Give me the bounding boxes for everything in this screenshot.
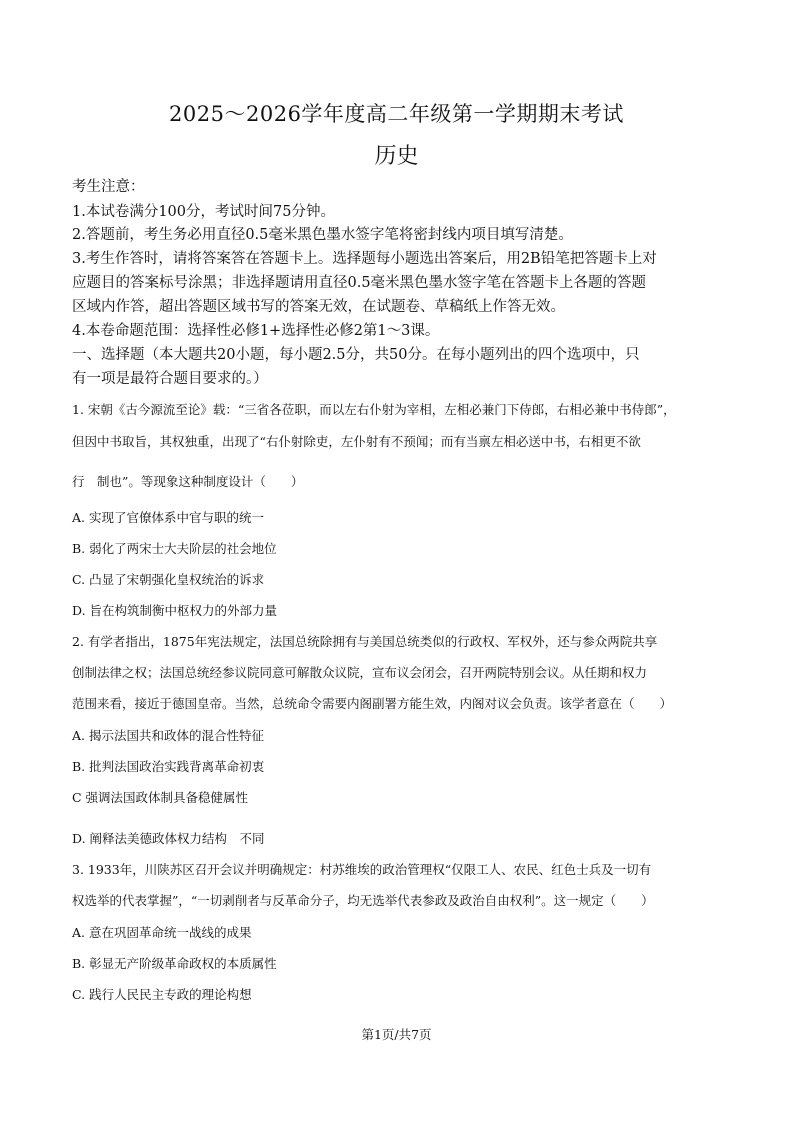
question-1-option-c: C. 凸显了宋朝强化皇权统治的诉求 (72, 572, 265, 587)
question-2-stem: 创制法律之权；法国总统经参议院同意可解散众议院，宣布议会闭会，召开两院特别会议。从任期和权力 (72, 665, 648, 680)
question-3-stem: 3. 1933年，川陕苏区召开会议并明确规定：村苏维埃的政治管理权“仅限工人、农民、红色士兵及一切有 (72, 862, 652, 877)
notes-line: 应题目的答案标号涂黑；非选择题请用直径0.5毫米黑色墨水签字笔在答题卡上各题的答题 (72, 275, 647, 291)
question-1-option-a: A. 实现了官僚体系中官与职的统一 (72, 510, 264, 525)
exam-title: 2025～2026学年度高二年级第一学期期末考试 (169, 102, 624, 126)
notes-line: 1.本试卷满分100分，考试时间75分钟。 (72, 204, 335, 220)
question-3-stem: 权选举的代表掌握”，“一切剥削者与反革命分子，均无选举代表参政及政治自由权利”。这一规定（ ） (72, 893, 654, 908)
subject-title: 历史 (374, 144, 419, 169)
notes-line: 3.考生作答时，请将答案答在答题卡上。选择题每小题选出答案后，用2B铅笔把答题卡上对 (72, 251, 657, 267)
question-2-option-d: D. 阐释法美德政体权力结构 不同 (72, 831, 265, 846)
question-3-option-a: A. 意在巩固革命统一战线的成果 (72, 925, 252, 940)
question-3-option-b: B. 彰显无产阶级革命政权的本质属性 (72, 956, 277, 971)
notes-line: 2.答题前，考生务必用直径0.5毫米黑色墨水签字笔将密封线内项目填写清楚。 (72, 227, 573, 243)
question-1-option-d: D. 旨在构筑制衡中枢权力的外部力量 (72, 603, 278, 618)
question-2-option-a: A. 揭示法国共和政体的混合性特征 (72, 728, 264, 743)
question-2-option-c: C 强调法国政体制具备稳健属性 (72, 790, 249, 805)
question-2-stem: 2. 有学者指出，1875年宪法规定，法国总统除拥有与美国总统类似的行政权、军权外，还与参众两院共享 (72, 634, 658, 649)
question-3-option-c: C. 践行人民民主专政的理论构想 (72, 987, 252, 1002)
question-2-stem: 范围来看，接近于德国皇帝。当然，总统命令需要内阁副署方能生效，内阁对议会负责。该学者意在（ ） (72, 696, 673, 711)
question-1-stem: 1. 宋朝《古今源流至论》载：“三省各莅职，而以左右仆射为宰相，左相必兼门下侍郎，右相必兼中书侍郎”， (72, 402, 676, 417)
section-heading: 有一项是最符合题目要求的。） (72, 371, 268, 387)
page-number: 第1页/共7页 (361, 1027, 432, 1042)
notes-line: 区域内作答，超出答题区域书写的答案无效，在试题卷、草稿纸上作答无效。 (72, 299, 565, 315)
question-1-option-b: B. 弱化了两宋士大夫阶层的社会地位 (72, 541, 277, 556)
notes-heading: 考生注意： (72, 179, 145, 195)
question-1-stem: 但因中书取旨，其权独重，出现了“右仆射除吏，左仆射有不预闻；而有当禀左相必送中书，右相更不欲 (72, 434, 641, 449)
section-heading: 一、选择题（本大题共20小题，每小题2.5分，共50分。在每小题列出的四个选项中，只 (72, 347, 640, 363)
question-1-stem: 行 制也”。等现象这种制度设计（ ） (72, 474, 304, 489)
notes-line: 4.本卷命题范围：选择性必修1+选择性必修2第1～3课。 (72, 323, 440, 339)
question-2-option-b: B. 批判法国政治实践背离革命初衷 (72, 759, 265, 774)
